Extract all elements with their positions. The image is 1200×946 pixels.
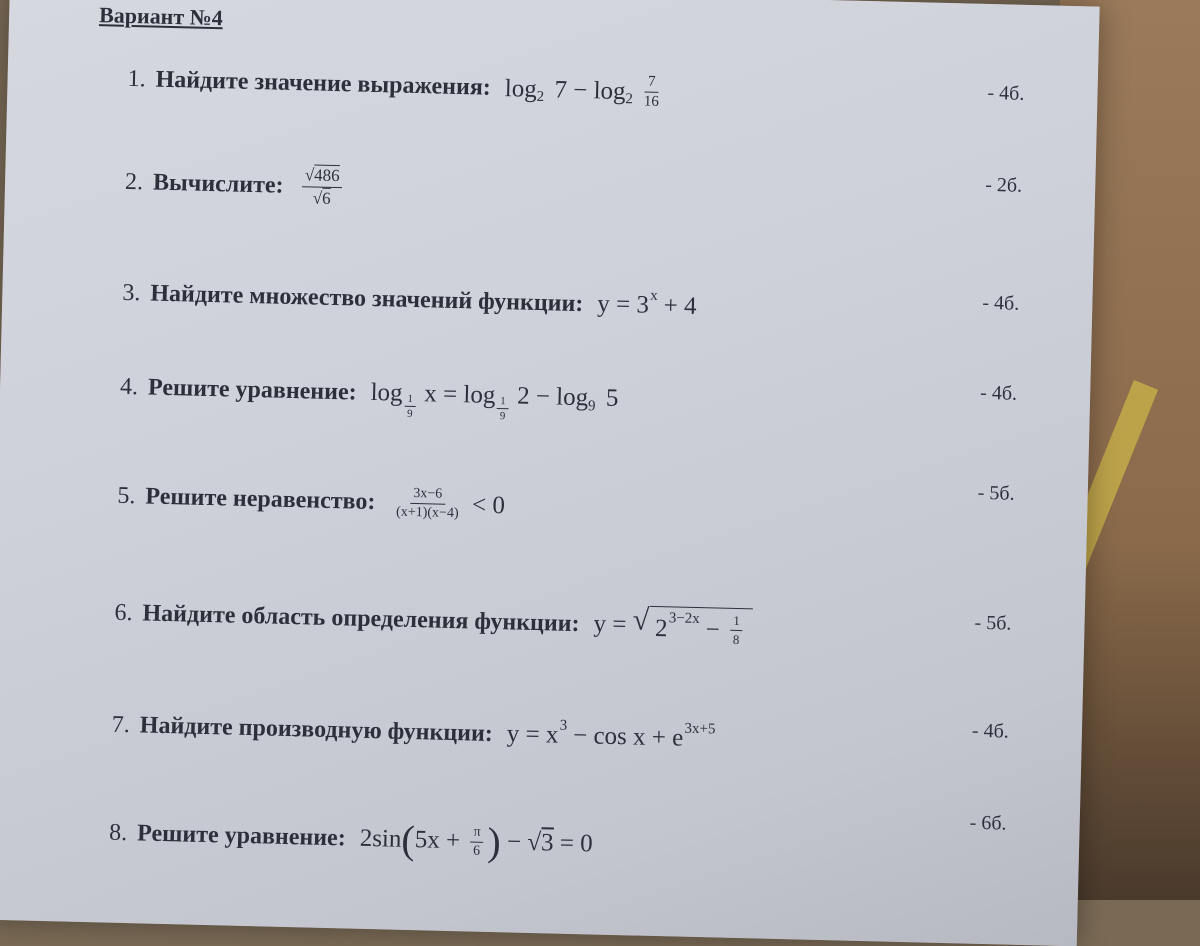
fraction [730, 613, 743, 648]
log-symbol: log [370, 378, 403, 407]
task-8-points: - 6б. [969, 811, 1007, 835]
log-base-fraction [404, 392, 416, 419]
base: 2 [654, 614, 668, 642]
task-number: 5. [117, 482, 136, 510]
fraction-numerator: √486 [302, 165, 343, 188]
expr-part: + 4 [657, 291, 697, 320]
task-5-points: - 5б. [977, 481, 1015, 505]
task-8-expression [359, 816, 594, 865]
expr-part: 2sin [359, 824, 402, 853]
task-label: Найдите область определения функции: [142, 599, 580, 637]
log-symbol: log [463, 381, 496, 409]
task-4 [119, 373, 619, 422]
fraction [393, 486, 462, 523]
task-6-expression [593, 604, 753, 648]
fraction-numerator: 7 [645, 74, 659, 93]
task-number: 2. [124, 168, 144, 196]
radicand: 3 [540, 829, 554, 857]
task-8 [109, 813, 593, 865]
fraction-numerator: 1 [497, 395, 509, 409]
exponent: 3 [559, 717, 568, 734]
log-symbol: log [593, 76, 626, 105]
task-number: 7. [111, 711, 131, 738]
fraction-numerator: 1 [730, 613, 743, 631]
task-1-expression [504, 70, 666, 111]
expr-part: y = x [506, 720, 559, 749]
task-label: Найдите производную функции: [139, 711, 494, 747]
task-7-expression [506, 717, 716, 753]
fraction-denominator: 9 [499, 409, 506, 422]
task-6-points: - 5б. [974, 611, 1012, 635]
fraction [470, 824, 484, 859]
open-paren: ( [400, 816, 416, 863]
task-label: Решите уравнение: [147, 373, 357, 406]
task-3-points: - 4б. [982, 291, 1020, 315]
fraction-denominator: √6 [312, 188, 331, 208]
log-symbol: log [504, 74, 538, 103]
radicand [649, 606, 754, 649]
relation: < 0 [465, 490, 506, 519]
log-base: 9 [587, 397, 596, 414]
expr-part: 2 − log [510, 382, 589, 412]
expr-part: − cos x + e [566, 721, 684, 752]
close-paren: ) [486, 818, 502, 865]
task-label: Найдите множество значений функции: [150, 280, 584, 317]
task-1 [127, 61, 666, 111]
fraction-numerator: 1 [404, 392, 416, 406]
task-2 [125, 161, 347, 209]
fraction-numerator: 3x−6 [410, 486, 445, 505]
expr-part: − [699, 615, 727, 644]
expr-part: x = [417, 380, 464, 409]
fraction-denominator: (x+1)(x−4) [395, 504, 459, 522]
task-label: Найдите значение выражения: [155, 66, 492, 101]
task-number: 6. [114, 599, 133, 626]
task-number: 4. [119, 373, 139, 400]
expr-part: 5x + [414, 826, 467, 855]
fraction [641, 73, 663, 111]
log-argument: 7 − [547, 75, 594, 104]
log-base-fraction [497, 395, 509, 422]
fraction-denominator: 9 [406, 407, 413, 420]
task-7 [111, 711, 715, 754]
exponent: x [649, 287, 658, 304]
expr-part: 5 [599, 384, 619, 412]
expr-part: y = [593, 610, 633, 639]
task-label: Вычислите: [152, 169, 284, 199]
fraction-denominator: 16 [643, 93, 660, 110]
root-sign: √ [527, 828, 542, 857]
task-label: Решите уравнение: [136, 819, 347, 851]
task-4-points: - 4б. [979, 381, 1018, 405]
square-root [632, 605, 753, 648]
fraction-denominator: 8 [732, 631, 740, 648]
task-5 [117, 479, 505, 523]
task-3 [122, 279, 697, 321]
task-4-expression [370, 378, 619, 422]
fraction-denominator: 6 [472, 843, 481, 859]
expr-part: − [500, 828, 528, 856]
expr-part: = 0 [553, 829, 594, 858]
task-2-expression [297, 165, 347, 209]
exponent: 3x+5 [684, 720, 716, 737]
log-base: 2 [625, 91, 634, 108]
task-number: 1. [127, 65, 146, 93]
variant-title: Вариант №4 [98, 2, 224, 31]
task-5-expression [389, 485, 505, 523]
task-7-points: - 4б. [971, 719, 1010, 743]
log-base: 2 [536, 88, 545, 106]
fraction [301, 165, 343, 209]
radical-sign: √ [632, 603, 650, 637]
exponent: 3−2x [668, 610, 700, 628]
radicand: 6 [321, 188, 331, 208]
radicand: 486 [313, 165, 340, 186]
task-number: 8. [108, 819, 128, 846]
fraction-numerator: π [470, 824, 484, 842]
task-2-points: - 2б. [985, 173, 1023, 197]
task-label: Решите неравенство: [145, 483, 376, 516]
task-3-expression [597, 287, 697, 320]
task-6 [114, 593, 753, 649]
expr-part: y = 3 [597, 290, 650, 319]
task-1-points: - 4б. [987, 81, 1025, 105]
task-number: 3. [122, 279, 141, 306]
